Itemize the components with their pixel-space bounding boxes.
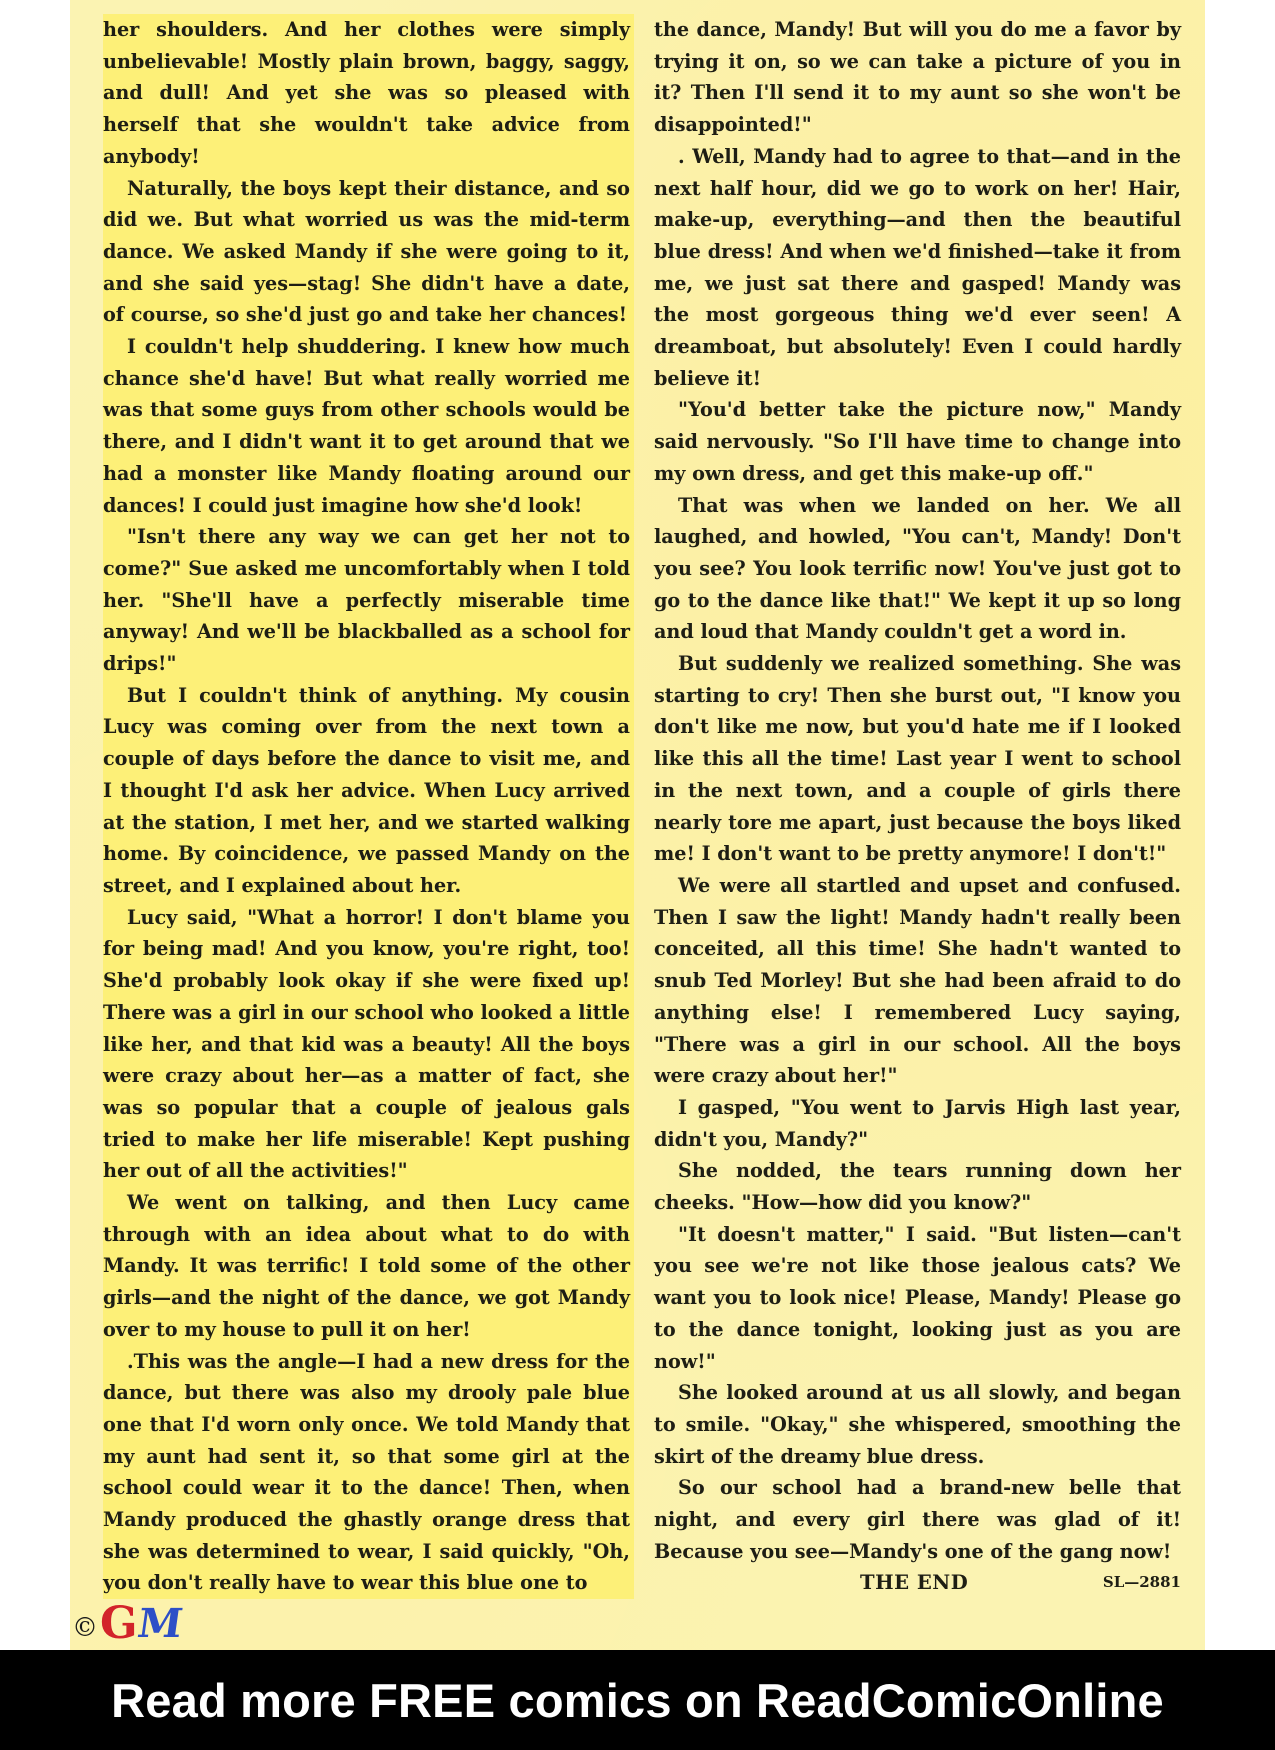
copyright-symbol: ©	[72, 1613, 98, 1643]
paragraph: She looked around at us all slowly, and began to smile. "Okay," she whispered, smoothing the skirt of the dreamy blue dress.	[654, 1381, 1181, 1468]
story-end-line	[654, 1567, 1181, 1599]
paragraph: "You'd better take the picture now," Mandy said nervously. "So I'll have time to change into my own dress, and get this make-up off."	[654, 398, 1181, 485]
paragraph: But suddenly we realized something. She was starting to cry! Then she burst out, "I know you don't like me now, but you'd hate me if I looked like this all the time! Last year I went to school in the next town, and a couple of girls there nearly tore me apart, just because the boys liked me! I don't want to be pretty anymore! I don't!"	[654, 652, 1181, 866]
story-column-right	[654, 14, 1181, 1599]
paragraph: the dance, Mandy! But will you do me a favor by trying it on, so we can take a picture of you in it? Then I'll send it to my aunt so she won't be disappointed!"	[654, 18, 1181, 137]
paragraph: I couldn't help shuddering. I knew how much chance she'd have! But what really worried me was that some guys from other schools would be there, and I didn't want it to get around that we had a monster like Mandy floating around our dances! I could just imagine how she'd look!	[103, 335, 630, 517]
paragraph: But I couldn't think of anything. My cousin Lucy was coming over from the next town a couple of days before the dance to visit me, and I thought I'd ask her advice. When Lucy arrived at the station, I met her, and we started walking home. By coincidence, we passed Mandy on the street, and I explained about her.	[103, 683, 630, 897]
paragraph: Naturally, the boys kept their distance, and so did we. But what worried us was the mid-term dance. We asked Mandy if she were going to it, and she said yes—stag! She didn't have a date, of course, so she'd just go and take her chances!	[103, 176, 630, 327]
paragraph: "It doesn't matter," I said. "But listen—can't you see we're not like those jealous cats? We want you to look nice! Please, Mandy! Please go to the dance tonight, looking just as you are now!"	[654, 1222, 1181, 1373]
paragraph: We went on talking, and then Lucy came through with an idea about what to do with Mandy. It was terrific! I told some of the other girls—and the night of the dance, we got Mandy over to my house to pull it on her!	[103, 1191, 630, 1341]
paragraph: . Well, Mandy had to agree to that—and in the next half hour, did we go to work on her! Hair, make-up, everything—and then the beautiful blue dress! And when we'd finished—take it from me, we just sat there and gasped! Mandy was the most gorgeous thing we'd ever seen! A dreamboat, but absolutely! Even I could hardly believe it!	[654, 144, 1181, 390]
paragraph: That was when we landed on her. We all laughed, and howled, "You can't, Mandy! Don't you see? You look terrific now! You've just got to go to the dance like that!" We kept it up so long and loud that Mandy couldn't get a word in.	[654, 493, 1181, 644]
logo-letter-g: G	[100, 1598, 138, 1649]
paragraph: I gasped, "You went to Jarvis High last year, didn't you, Mandy?"	[654, 1095, 1181, 1151]
the-end-label: THE END	[860, 1571, 969, 1595]
paragraph: "Isn't there any way we can get her not to come?" Sue asked me uncomfortably when I told her. "She'll have a perfectly miserable time anyway! And we'll be blackballed as a school for drips!"	[103, 525, 630, 676]
paragraph: .This was the angle—I had a new dress for the dance, but there was also my drooly pale blue one that I'd worn only once. We told Mandy that my aunt had sent it, so that some girl at the school could wear it to the dance! Then, when Mandy produced the ghastly orange dress that she was determined to wear, I said quickly, "Oh, you don't really have to wear this blue one to	[103, 1349, 630, 1595]
story-column-left	[103, 14, 634, 1599]
paragraph: her shoulders. And her clothes were simply unbelievable! Mostly plain brown, baggy, saggy, and dull! And yet she was so pleased with herself that she wouldn't take advice from anybody!	[103, 18, 630, 168]
promo-banner-text[interactable]: Read more FREE comics on ReadComicOnline	[111, 1673, 1164, 1727]
story-code: SL—2881	[1102, 1573, 1181, 1592]
paragraph: She nodded, the tears running down her cheeks. "How—how did you know?"	[654, 1159, 1181, 1215]
publisher-logo	[72, 1597, 186, 1649]
paragraph: Lucy said, "What a horror! I don't blame you for being mad! And you know, you're right, too! She'd probably look okay if she were fixed up! There was a girl in our school who looked a little like her, and that kid was a beauty! All the boys were crazy about her—as a matter of fact, she was so popular that a couple of jealous gals tried to make her life miserable! Kept pushing her out of all the activities!"	[103, 905, 630, 1183]
paragraph: So our school had a brand-new belle that night, and every girl there was glad of it! Because you see—Mandy's one of the gang now!	[654, 1476, 1181, 1563]
paragraph: We were all startled and upset and confused. Then I saw the light! Mandy hadn't really been conceited, all this time! She hadn't wanted to snub Ted Morley! But she had been afraid to do anything else! I remembered Lucy saying, "There was a girl in our school. All the boys were crazy about her!"	[654, 873, 1181, 1088]
promo-banner[interactable]	[0, 1650, 1275, 1750]
logo-letter-m: M	[134, 1600, 186, 1647]
